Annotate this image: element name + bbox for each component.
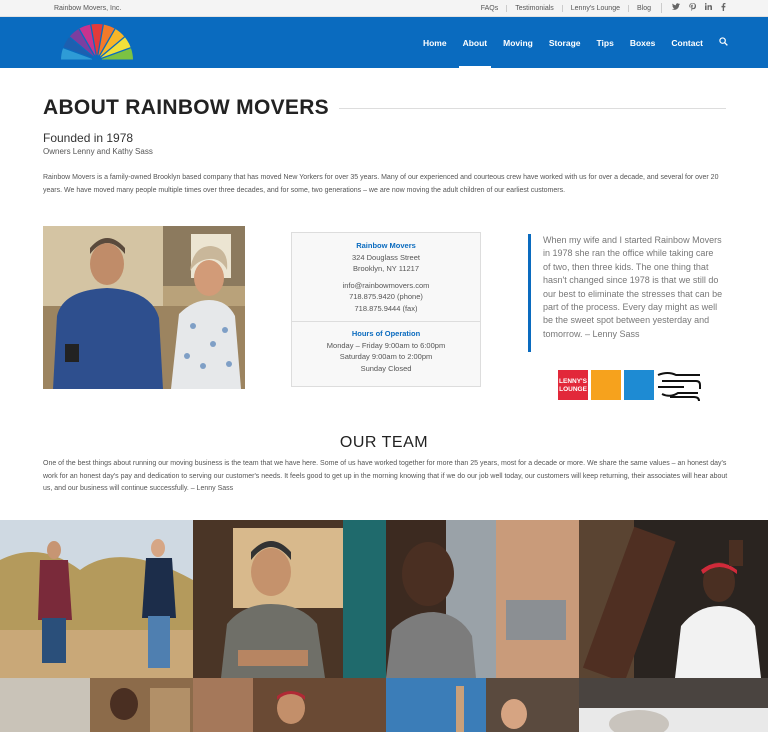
- hours-sunday: Sunday Closed: [360, 363, 412, 373]
- team-photo-8[interactable]: [579, 678, 768, 732]
- lennys-lounge-logo[interactable]: [558, 367, 703, 403]
- pinterest-icon[interactable]: [689, 3, 696, 13]
- team-section: [0, 434, 768, 496]
- contact-phone[interactable]: 718.875.9420 (phone): [349, 292, 423, 301]
- hours-saturday: Saturday 9:00am to 2:00pm: [339, 352, 433, 361]
- main-navigation: [0, 17, 768, 68]
- nav-storage[interactable]: Storage: [548, 37, 581, 48]
- owners-text: Owners Lenny and Kathy Sass: [43, 147, 153, 156]
- main-menu: [415, 17, 728, 68]
- team-photo-1[interactable]: [0, 520, 193, 678]
- team-photo-4[interactable]: [579, 520, 768, 678]
- contact-street: 324 Douglass Street: [352, 252, 420, 262]
- info-columns: [0, 226, 768, 426]
- nav-boxes[interactable]: Boxes: [629, 37, 656, 48]
- rainbow-logo[interactable]: [56, 23, 138, 63]
- utility-links: [473, 3, 726, 13]
- hours-weekday: Monday – Friday 9:00am to 6:00pm: [326, 340, 446, 350]
- nav-contact[interactable]: Contact: [671, 37, 703, 48]
- contact-city: Brooklyn, NY 11217: [352, 264, 419, 273]
- lounge-logo-line1: LENNY'S: [559, 378, 587, 385]
- nav-about[interactable]: About: [455, 17, 496, 68]
- team-photo-7[interactable]: [386, 678, 579, 732]
- linkedin-icon[interactable]: [705, 3, 712, 13]
- team-photo-6[interactable]: [193, 678, 386, 732]
- contact-info-box: [291, 232, 481, 387]
- about-intro: Rainbow Movers is a family-owned Brooklyn based company that has moved New Yorkers for over 35 years. Many of our experienced and courteous crew have worked with us for over a decade, and several for over 20 years. We have moved many people multiple times over three decades, and for some, two generations – we are now moving the adult children of our earliest customers.: [43, 174, 719, 194]
- title-divider: [339, 108, 726, 109]
- nav-tips[interactable]: Tips: [596, 37, 614, 48]
- lounge-logo-line2: LOUNGE: [559, 386, 587, 393]
- social-icons: [661, 3, 726, 13]
- owners-photo: [43, 226, 245, 389]
- owner-quote: When my wife and I started Rainbow Movers in 1978 she ran the office while taking care of two, then three kids. The one thing that hasn't changed since 1978 is that we still do our best to eliminate the stresses that can be part of the process. Every day might as well be the sweet spot between yesterday and tomorrow. – Lenny Sass: [528, 234, 723, 352]
- team-photo-3[interactable]: [386, 520, 579, 678]
- nav-home[interactable]: Home: [422, 37, 447, 48]
- founded-heading: Founded in 1978: [43, 131, 134, 145]
- blog-link[interactable]: Blog: [628, 5, 659, 12]
- about-title-row: [43, 96, 726, 120]
- contact-company-name: Rainbow Movers: [356, 241, 416, 250]
- nav-moving[interactable]: Moving: [503, 37, 533, 48]
- contact-fax: 718.875.9444 (fax): [354, 303, 418, 313]
- lennys-lounge-link[interactable]: Lenny's Lounge: [562, 5, 628, 12]
- page-title: ABOUT RAINBOW MOVERS: [43, 96, 329, 119]
- testimonials-link[interactable]: Testimonials: [506, 5, 562, 12]
- team-photo-grid: [0, 520, 768, 732]
- team-heading: OUR TEAM: [339, 434, 429, 451]
- company-name: Rainbow Movers, Inc.: [54, 4, 122, 12]
- facebook-icon[interactable]: [721, 3, 726, 13]
- top-utility-bar: [0, 0, 768, 17]
- team-photo-5[interactable]: [0, 678, 193, 732]
- contact-email[interactable]: info@rainbowmovers.com: [342, 280, 430, 290]
- twitter-icon[interactable]: [672, 3, 680, 13]
- team-photo-2[interactable]: [193, 520, 386, 678]
- about-section: [0, 68, 768, 197]
- faqs-link[interactable]: FAQs: [480, 4, 499, 12]
- team-description: One of the best things about running our moving business is the team that we have here. Some of us have worked together for more than 25 years, most for a decade or more. We share the same values – an honest day's work for an honest day's pay and dedication to serving our customer's needs. It feels good to get up in the morning knowing that if we do our job well today, our customers will keep returning, their associates will hear about us, and our business will continue successfully. – Lenny Sass: [43, 460, 728, 492]
- search-icon[interactable]: [711, 37, 728, 49]
- hours-title: Hours of Operation: [351, 329, 421, 338]
